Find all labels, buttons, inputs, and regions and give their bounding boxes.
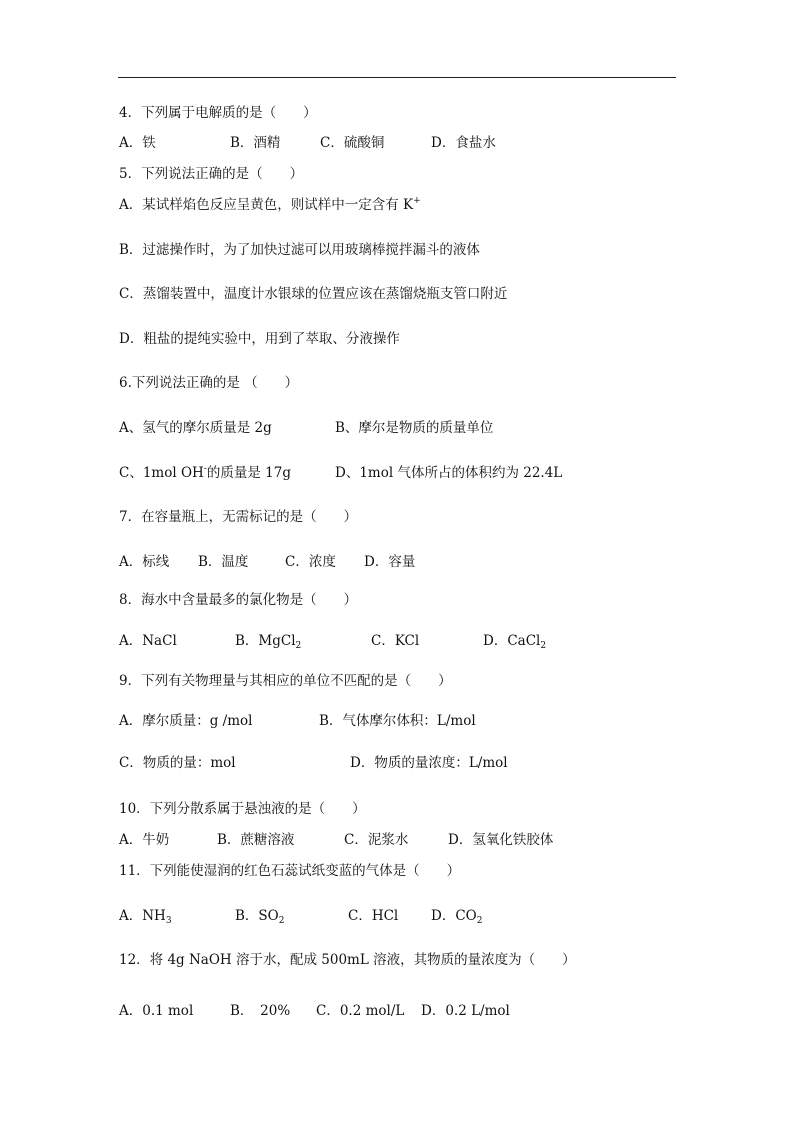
question-10-stem: 10．下列分散系属于悬浊液的是（ ） [119, 801, 366, 817]
question-9-option-c: C．物质的量：mol [119, 755, 236, 771]
question-9-stem [119, 672, 452, 690]
question-4-option-c: C．硫酸铜 [320, 135, 385, 151]
question-9-option-d: D．物质的量浓度：L/mol [350, 755, 508, 771]
question-4-option-b: B．酒精 [230, 135, 281, 151]
question-11-option-d [431, 907, 482, 925]
question-11-option-a [119, 907, 172, 925]
question-11-stem: 11．下列能使湿润的红色石蕊试纸变蓝的气体是（ ） [119, 863, 461, 879]
question-5-option-a-superscript: + [413, 196, 421, 206]
question-10-option-b: B．蔗糖溶液 [217, 832, 295, 848]
question-12-option-d: D．0.2 L/mol [421, 1003, 510, 1019]
question-8-option-b-subscript: 2 [295, 641, 302, 651]
question-9-stem-text: 9．下列有关物理量与其相应的单位 [119, 673, 331, 689]
question-8-option-d [483, 632, 546, 650]
question-10-option-c: C．泥浆水 [344, 832, 409, 848]
question-6-option-c-superscript: - [203, 464, 207, 474]
question-7-option-c: C．浓度 [285, 554, 336, 570]
question-11-option-b [235, 907, 284, 925]
question-12-option-c: C．0.2 mol/L [316, 1003, 405, 1019]
question-5-option-a-text: A．某试样焰色反应呈黄色，则试样中一定含有 K [119, 197, 414, 213]
question-9-stem-tail: 匹配的是（ ） [343, 673, 452, 689]
question-11-option-b-text: B．SO [235, 908, 279, 924]
question-11-option-d-text: D．CO [431, 908, 477, 924]
question-12-option-b: B． 20% [230, 1003, 291, 1019]
question-11-option-d-subscript: 2 [476, 916, 483, 926]
question-5-option-a [119, 196, 421, 214]
question-10-option-d: D．氢氧化铁胶体 [448, 832, 554, 848]
question-5-option-c: C．蒸馏装置中，温度计水银球的位置应该在蒸馏烧瓶支管口附近 [119, 286, 508, 302]
question-10-option-a: A．牛奶 [119, 832, 170, 848]
question-8-option-a: A．NaCl [119, 633, 177, 649]
header-rule [118, 77, 676, 78]
question-8-option-d-text: D．CaCl [483, 633, 541, 649]
question-7-option-a: A．标线 [119, 554, 170, 570]
question-7-option-d: D．容量 [364, 554, 416, 570]
question-5-option-d: D．粗盐的提纯实验中，用到了萃取、分液操作 [119, 331, 400, 347]
question-8-option-c: C．KCl [371, 633, 420, 649]
question-6-option-c [119, 464, 291, 482]
question-11-option-a-subscript: 3 [165, 916, 172, 926]
question-4-option-d: D．食盐水 [431, 135, 496, 151]
question-6-option-c-tail: 的质量是 17g [206, 465, 291, 481]
question-4-stem: 4．下列属于电解质的是（ ） [119, 105, 317, 121]
question-8-option-b-text: B．MgCl [235, 633, 296, 649]
question-6-option-c-text: C、1mol OH [119, 465, 204, 481]
question-8-stem: 8．海水中含量最多的氯化物是（ ） [119, 592, 358, 608]
question-9-stem-emphasis: 不 [330, 673, 344, 689]
question-12-stem: 12．将 4g NaOH 溶于水，配成 500mL 溶液，其物质的量浓度为（ ） [119, 952, 576, 968]
question-11-option-b-subscript: 2 [278, 916, 285, 926]
question-9-option-a: A．摩尔质量：g /mol [119, 713, 253, 729]
question-6-option-d: D、1mol 气体所占的体积约为 22.4L [335, 465, 563, 481]
question-7-option-b: B．温度 [198, 554, 249, 570]
question-8-option-b [235, 632, 301, 650]
question-12-option-a: A．0.1 mol [119, 1003, 194, 1019]
question-11-option-a-text: A．NH [119, 908, 166, 924]
question-6-option-b: B、摩尔是物质的质量单位 [335, 420, 494, 436]
question-8-option-d-subscript: 2 [540, 641, 547, 651]
question-9-option-b: B．气体摩尔体积：L/mol [319, 713, 476, 729]
question-6-stem: 6.下列说法正确的是 （ ） [119, 375, 299, 391]
question-5-stem: 5．下列说法正确的是（ ） [119, 166, 304, 182]
question-11-option-c: C．HCl [348, 908, 399, 924]
question-6-option-a: A、氢气的摩尔质量是 2g [119, 420, 272, 436]
question-7-stem: 7．在容量瓶上，无需标记的是（ ） [119, 509, 358, 525]
question-4-option-a: A．铁 [119, 135, 156, 151]
question-5-option-b: B．过滤操作时，为了加快过滤可以用玻璃棒搅拌漏斗的液体 [119, 242, 480, 258]
